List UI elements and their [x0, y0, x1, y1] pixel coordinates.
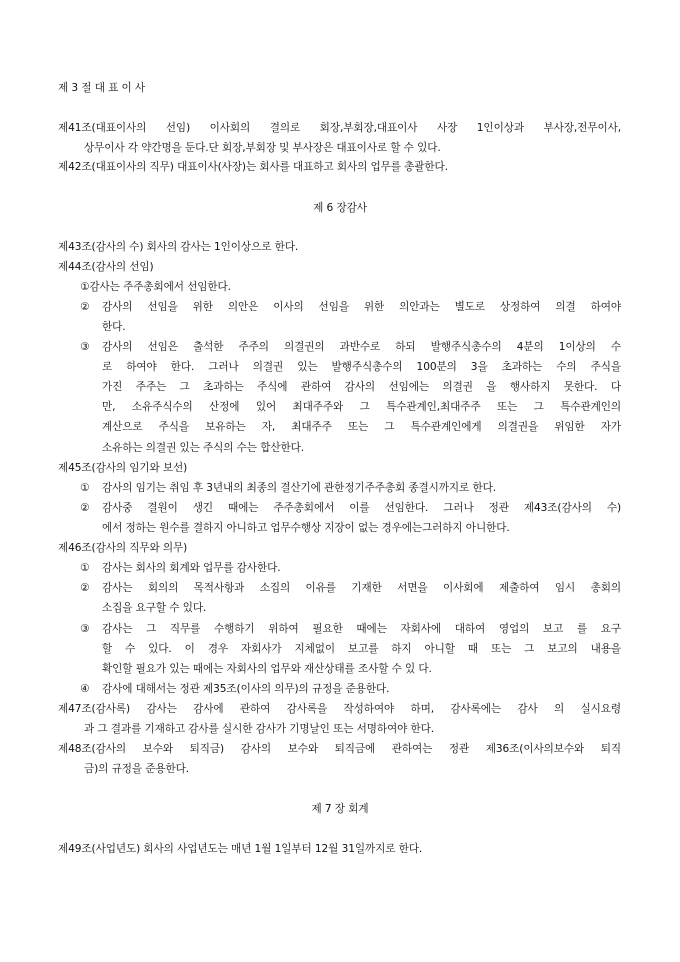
article-45-title: 제45조(감사의 임기와 보선) [58, 462, 188, 474]
article-41-line-1: 제41조(대표이사의 선임) 이사회의 결의로 회장,부회장,대표이사 사장 1인이상과 부사장,전무이사, [58, 122, 621, 134]
article-45-paragraph-1: 감사의 임기는 취임 후 3년내의 최종의 결산기에 관한정기주주총회 종결시까지로 한다. [102, 482, 496, 494]
article-46-paragraph-2-line-2: 소집을 요구할 수 있다. [102, 602, 207, 614]
article-45-paragraph-2-line-1: 감사중 결원이 생긴 때에는 주주총회에서 이를 선임한다. 그러나 정관 제43조(감사의 수) [102, 502, 621, 514]
article-46-title: 제46조(감사의 직무와 의무) [58, 542, 188, 554]
article-41-line-2: 상무이사 각 약간명을 둔다.단 회장,부회장 및 부사장은 대표이사로 할 수 있다. [84, 142, 441, 154]
article-46-paragraph-3-marker: ③ [80, 623, 90, 635]
article-46-paragraph-2-line-1: 감사는 회의의 목적사항과 소집의 이유를 기재한 서면을 이사회에 제출하여 임시 총회의 [102, 582, 621, 594]
article-44-paragraph-3-line-2: 로 하여야 한다. 그러나 의결권 있는 발행주식총수의 100분의 3을 초과하는 수의 주식을 [102, 361, 621, 373]
article-45-paragraph-2-line-2: 에서 정하는 원수를 결하지 아니하고 업무수행상 지장이 없는 경우에는그러하지 아니한다. [102, 522, 510, 534]
article-46-paragraph-1-marker: ① [80, 562, 90, 574]
article-47-line-1: 제47조(감사록) 감사는 감사에 관하여 감사록을 작성하여야 하며, 감사록에는 감사 의 실시요령 [58, 703, 621, 715]
article-44-paragraph-3-line-5: 계산으로 주식을 보유하는 자, 최대주주 또는 그 특수관계인에게 의결권을 위임한 자가 [102, 421, 621, 433]
article-49: 제49조(사업년도) 회사의 사업년도는 매년 1월 1일부터 12월 31일까지로 한다. [58, 843, 423, 855]
article-44-paragraph-3-marker: ③ [80, 341, 90, 353]
article-46-paragraph-2-marker: ② [80, 582, 90, 594]
chapter-heading: 제 6 장감사 [313, 202, 367, 214]
article-46-paragraph-4: 감사에 대해서는 정관 제35조(이사의 의무)의 규정을 준용한다. [102, 683, 390, 695]
article-43: 제43조(감사의 수) 회사의 감사는 1인이상으로 한다. [58, 241, 299, 253]
article-44-paragraph-2-line-1: 감사의 선임을 위한 의안은 이사의 선임을 위한 의안과는 별도로 상정하여 의결 하여야 [102, 301, 621, 313]
article-44-title: 제44조(감사의 선임) [58, 261, 154, 273]
article-44-paragraph-3-line-1: 감사의 선임은 출석한 주주의 의결권의 과반수로 하되 발행주식총수의 4분의 1이상의 수 [102, 341, 621, 353]
article-46-paragraph-1: 감사는 회사의 회계와 업무를 감사한다. [102, 562, 281, 574]
article-46-paragraph-3-line-3: 확인할 필요가 있는 때에는 자회사의 업무와 재산상태를 조사할 수 있 다. [102, 663, 432, 675]
article-46-paragraph-4-marker: ④ [80, 683, 90, 695]
article-44-paragraph-1: ①감사는 주주총회에서 선임한다. [80, 281, 231, 293]
article-44-paragraph-3-line-3: 가진 주주는 그 초과하는 주식에 관하여 감사의 선임에는 의결권 을 행사하지 못한다. 다 [102, 381, 621, 393]
article-42: 제42조(대표이사의 직무) 대표이사(사장)는 회사를 대표하고 회사의 업무를 총괄한다. [58, 161, 448, 173]
article-47-line-2: 과 그 결과를 기재하고 감사를 실시한 감사가 기명날인 또는 서명하여야 한다. [84, 723, 435, 735]
article-46-paragraph-3-line-2: 할 수 있다. 이 경우 자회사가 지체없이 보고를 하지 아니할 때 또는 그 보고의 내용을 [102, 643, 621, 655]
article-46-paragraph-3-line-1: 감사는 그 직무를 수행하기 위하여 필요한 때에는 자회사에 대하여 영업의 보고 를 요구 [102, 623, 621, 635]
article-45-paragraph-1-marker: ① [80, 482, 90, 494]
article-48-line-2: 금)의 규정을 준용한다. [84, 763, 190, 775]
section-heading: 제 3 절 대 표 이 사 [58, 82, 146, 94]
chapter-heading-7: 제 7 장 회계 [311, 803, 369, 815]
article-44-paragraph-2-marker: ② [80, 301, 90, 313]
article-44-paragraph-2-line-2: 한다. [102, 321, 126, 333]
article-44-paragraph-3-line-6: 소유하는 의결권 있는 주식의 수는 합산한다. [102, 442, 305, 454]
article-48-line-1: 제48조(감사의 보수와 퇴직금) 감사의 보수와 퇴직금에 관하여는 정관 제36조(이사의보수와 퇴직 [58, 743, 621, 755]
article-44-paragraph-3-line-4: 만, 소유주식수의 산정에 있어 최대주주와 그 특수관계인,최대주주 또는 그 특수관계인의 [102, 401, 621, 413]
article-45-paragraph-2-marker: ② [80, 502, 90, 514]
